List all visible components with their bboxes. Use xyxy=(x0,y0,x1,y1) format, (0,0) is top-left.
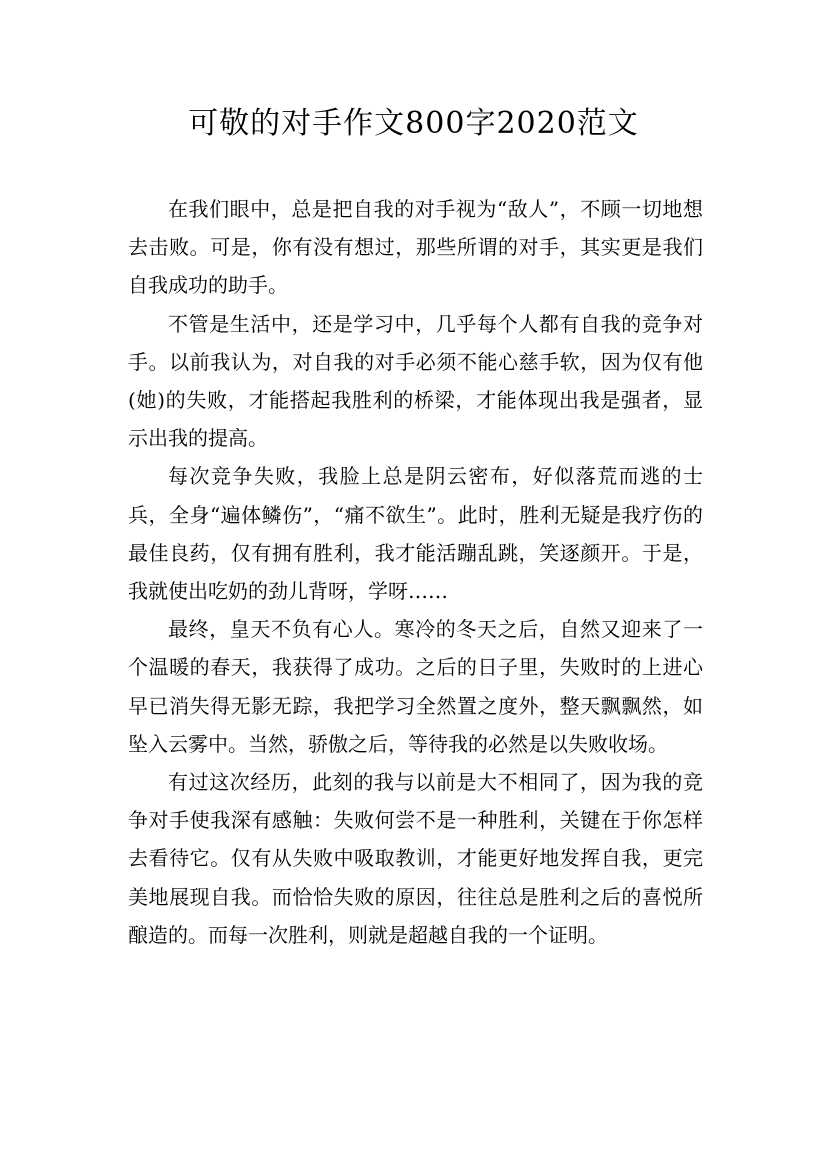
paragraph: 每次竞争失败，我脸上总是阴云密布，好似落荒而逃的士兵，全身“遍体鳞伤”，“痛不欲生”。此时，胜利无疑是我疗伤的最佳良药，仅有拥有胜利，我才能活蹦乱跳，笑逐颜开。于是，我就使出吃奶的劲儿背呀，学呀…… xyxy=(128,464,703,604)
paragraph: 不管是生活中，还是学习中，几乎每个人都有自我的竞争对手。以前我认为，对自我的对手必须不能心慈手软，因为仅有他(她)的失败，才能搭起我胜利的桥梁，才能体现出我是强者，显示出我的提高。 xyxy=(128,311,703,451)
paragraph: 最终，皇天不负有心人。寒冷的冬天之后，自然又迎来了一个温暖的春天，我获得了成功。之后的日子里，失败时的上进心早已消失得无影无踪，我把学习全然置之度外，整天飘飘然，如坠入云雾中。当然，骄傲之后，等待我的必然是以失败收场。 xyxy=(128,617,703,756)
page-title: 可敬的对手作文800字2020范文 xyxy=(188,106,639,141)
paragraph: 有过这次经历，此刻的我与以前是大不相同了，因为我的竞争对手使我深有感触：失败何尝不是一种胜利，关键在于你怎样去看待它。仅有从失败中吸取教训，才能更好地发挥自我，更完美地展现自我。而恰恰失败的原因，往往总是胜利之后的喜悦所酿造的。而每一次胜利，则就是超越自我的一个证明。 xyxy=(128,770,703,947)
paragraph: 在我们眼中，总是把自我的对手视为“敌人”，不顾一切地想去击败。可是，你有没有想过，那些所谓的对手，其实更是我们自我成功的助手。 xyxy=(128,197,703,298)
article-body xyxy=(128,190,703,954)
